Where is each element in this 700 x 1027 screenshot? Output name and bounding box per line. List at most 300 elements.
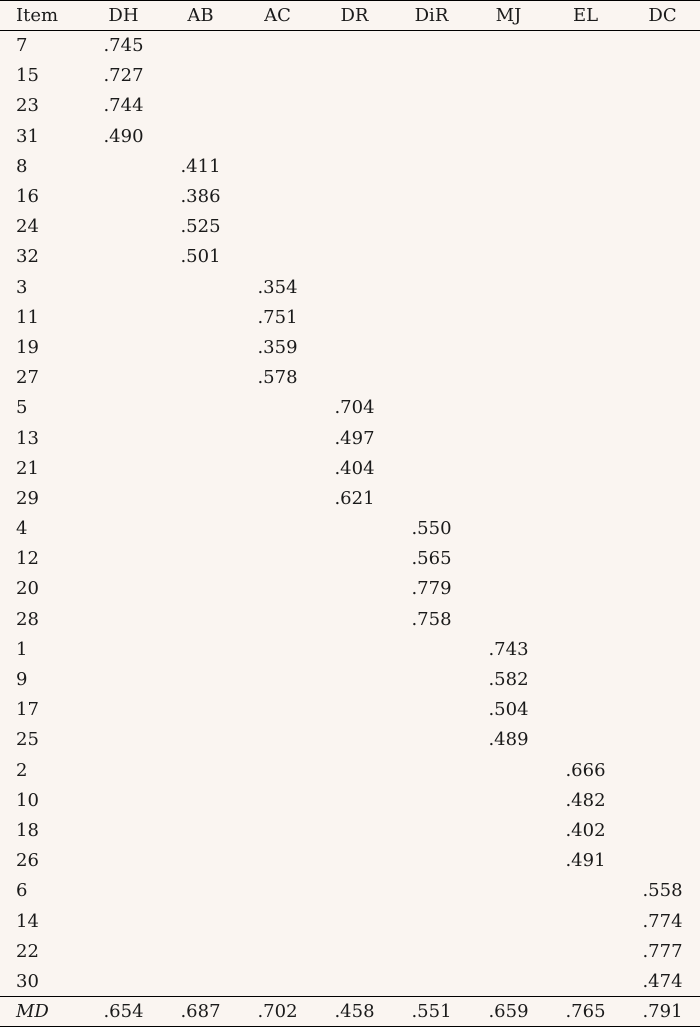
loading-cell: [85, 906, 162, 936]
loading-cell: [393, 453, 470, 483]
loading-cell: .582: [488, 669, 529, 691]
loading-cell: [85, 725, 162, 755]
loading-cell: [239, 634, 316, 664]
loading-cell: .504: [488, 699, 529, 721]
loading-cell: [316, 544, 393, 574]
loading-cell: .474: [642, 970, 683, 992]
loading-cell: [393, 121, 470, 151]
item-number-cell: 14: [16, 910, 39, 932]
item-number-cell: 26: [16, 850, 39, 872]
loading-cell: [316, 181, 393, 211]
loading-cell: [624, 664, 700, 694]
loading-cell: [393, 695, 470, 725]
loading-cell: [393, 91, 470, 121]
loading-cell: [547, 906, 624, 936]
table-row: [0, 604, 700, 634]
loading-cell: [316, 966, 393, 996]
loading-cell: [85, 604, 162, 634]
loading-cell: [162, 725, 239, 755]
column-header-dh: DH: [85, 1, 162, 31]
loading-cell: [316, 695, 393, 725]
loading-cell: [85, 212, 162, 242]
loading-cell: [239, 514, 316, 544]
item-number-cell: 32: [16, 246, 39, 268]
loading-cell: [470, 363, 547, 393]
loading-cell: [239, 604, 316, 634]
loading-cell: [316, 61, 393, 91]
loading-cell: [624, 272, 700, 302]
loading-cell: [162, 61, 239, 91]
loading-cell: .501: [180, 246, 221, 268]
loading-cell: [393, 936, 470, 966]
loading-cell: [624, 755, 700, 785]
loading-cell: [547, 31, 624, 61]
loading-cell: [316, 725, 393, 755]
item-number-cell: 21: [16, 457, 39, 479]
loading-cell: [470, 212, 547, 242]
loading-cell: [239, 423, 316, 453]
loading-cell: [547, 574, 624, 604]
loading-cell: [85, 181, 162, 211]
loading-cell: [393, 725, 470, 755]
loading-cell: [547, 966, 624, 996]
loading-cell: [85, 151, 162, 181]
loading-cell: [624, 363, 700, 393]
loading-cell: .411: [180, 155, 221, 177]
loading-cell: [470, 906, 547, 936]
footer-value-cell: .654: [85, 997, 162, 1027]
table-row: [0, 664, 700, 694]
table-row: [0, 272, 700, 302]
item-number-cell: 1: [16, 638, 28, 660]
footer-value-cell: .687: [162, 997, 239, 1027]
loading-cell: .402: [565, 819, 606, 841]
loading-cell: [624, 212, 700, 242]
table-row: [0, 332, 700, 362]
loading-cell: [393, 483, 470, 513]
footer-value-cell: .791: [624, 997, 700, 1027]
footer-value-cell: .458: [316, 997, 393, 1027]
table-footer-row: [0, 997, 700, 1027]
loading-cell: .386: [180, 186, 221, 208]
loading-cell: [316, 815, 393, 845]
loading-cell: [547, 91, 624, 121]
loading-cell: [547, 514, 624, 544]
table-row: [0, 91, 700, 121]
loading-cell: [316, 212, 393, 242]
loading-cell: [239, 664, 316, 694]
loading-cell: [547, 423, 624, 453]
table-row: [0, 242, 700, 272]
loading-cell: [162, 634, 239, 664]
loading-cell: [624, 181, 700, 211]
loading-cell: [162, 332, 239, 362]
table-row: [0, 574, 700, 604]
loading-cell: [239, 91, 316, 121]
loading-cell: [393, 815, 470, 845]
loading-cell: [316, 121, 393, 151]
table-row: [0, 363, 700, 393]
item-number-cell: 30: [16, 970, 39, 992]
table-row: [0, 876, 700, 906]
loading-cell: .666: [565, 759, 606, 781]
item-number-cell: 6: [16, 880, 28, 902]
loading-cell: [470, 181, 547, 211]
loading-cell: [393, 302, 470, 332]
loading-cell: [547, 544, 624, 574]
loading-cell: .779: [411, 578, 452, 600]
loading-cell: [85, 453, 162, 483]
loading-cell: [547, 453, 624, 483]
loading-cell: [162, 272, 239, 302]
loading-cell: [316, 664, 393, 694]
item-number-cell: 18: [16, 819, 39, 841]
item-number-cell: 28: [16, 608, 39, 630]
loading-cell: [547, 181, 624, 211]
loading-cell: .745: [103, 35, 144, 57]
loading-cell: .744: [103, 95, 144, 117]
loading-cell: [624, 574, 700, 604]
loading-cell: .565: [411, 548, 452, 570]
loading-cell: [393, 785, 470, 815]
loading-cell: [239, 121, 316, 151]
loading-cell: [162, 514, 239, 544]
loading-cell: [162, 785, 239, 815]
loading-cell: [162, 936, 239, 966]
loading-cell: [393, 242, 470, 272]
loading-cell: [85, 785, 162, 815]
loading-cell: [470, 876, 547, 906]
loading-cell: [547, 876, 624, 906]
table-row: [0, 846, 700, 876]
column-header-el: EL: [547, 1, 624, 31]
loading-cell: [162, 695, 239, 725]
loading-cell: [470, 846, 547, 876]
loading-cell: [85, 393, 162, 423]
loading-cell: [547, 302, 624, 332]
loading-cell: [393, 332, 470, 362]
loading-cell: [239, 483, 316, 513]
loading-cell: .704: [334, 397, 375, 419]
loading-cell: [470, 31, 547, 61]
loading-cell: [85, 634, 162, 664]
loading-cell: [393, 363, 470, 393]
column-header-ab: AB: [162, 1, 239, 31]
table-row: [0, 31, 700, 61]
loading-cell: [239, 966, 316, 996]
loading-cell: [316, 755, 393, 785]
loading-cell: [547, 604, 624, 634]
loading-cell: .497: [334, 427, 375, 449]
loading-cell: [624, 31, 700, 61]
loading-cell: [316, 363, 393, 393]
loading-cell: [239, 936, 316, 966]
loading-cell: [393, 634, 470, 664]
table-row: [0, 725, 700, 755]
table-row: [0, 966, 700, 996]
loading-cell: [162, 604, 239, 634]
table-row: [0, 61, 700, 91]
table-row: [0, 634, 700, 664]
column-header-mj: MJ: [470, 1, 547, 31]
loading-cell: [162, 121, 239, 151]
loading-cell: [162, 453, 239, 483]
table-row: [0, 121, 700, 151]
loading-cell: [624, 483, 700, 513]
item-number-cell: 27: [16, 367, 39, 389]
loading-cell: [316, 302, 393, 332]
loading-cell: [239, 453, 316, 483]
loading-cell: [85, 574, 162, 604]
loading-cell: [470, 453, 547, 483]
loading-cell: [162, 664, 239, 694]
loading-cell: [470, 483, 547, 513]
loading-cell: [393, 212, 470, 242]
loading-cell: [470, 815, 547, 845]
table-row: [0, 151, 700, 181]
footer-label-cell: MD: [0, 997, 85, 1027]
footer-value-cell: .765: [547, 997, 624, 1027]
loading-cell: [547, 664, 624, 694]
item-number-cell: 31: [16, 125, 39, 147]
footer-value-cell: .702: [239, 997, 316, 1027]
column-header-ac: AC: [239, 1, 316, 31]
loading-cell: [547, 272, 624, 302]
loading-cell: [162, 423, 239, 453]
loading-cell: [470, 121, 547, 151]
loading-cell: .489: [488, 729, 529, 751]
loading-cell: [547, 936, 624, 966]
loading-cell: [85, 272, 162, 302]
loading-cell: [393, 31, 470, 61]
loading-cell: [85, 242, 162, 272]
loading-cell: [239, 695, 316, 725]
item-number-cell: 19: [16, 336, 39, 358]
table-header-row: [0, 1, 700, 31]
footer-value-cell: .551: [393, 997, 470, 1027]
loading-cell: [393, 393, 470, 423]
loading-cell: [393, 846, 470, 876]
loading-cell: [239, 61, 316, 91]
loading-cell: [624, 604, 700, 634]
loading-cell: [470, 544, 547, 574]
loading-cell: [393, 664, 470, 694]
loading-cell: [624, 91, 700, 121]
loading-cell: [85, 664, 162, 694]
loading-cell: [85, 302, 162, 332]
item-number-cell: 24: [16, 216, 39, 238]
loading-cell: [316, 272, 393, 302]
loading-cell: [239, 31, 316, 61]
loading-cell: [624, 61, 700, 91]
loading-cell: [239, 725, 316, 755]
loading-cell: [162, 574, 239, 604]
loading-cell: .621: [334, 487, 375, 509]
loading-cell: [624, 393, 700, 423]
loading-cell: [624, 815, 700, 845]
loading-cell: [162, 302, 239, 332]
loading-cell: [239, 755, 316, 785]
loading-cell: [470, 91, 547, 121]
loading-cell: [624, 514, 700, 544]
loading-cell: [547, 61, 624, 91]
loading-cell: [239, 906, 316, 936]
table-row: [0, 483, 700, 513]
loading-cell: [393, 272, 470, 302]
loading-cell: .578: [257, 367, 298, 389]
item-number-cell: 17: [16, 699, 39, 721]
item-number-cell: 10: [16, 789, 39, 811]
loading-cell: .354: [257, 276, 298, 298]
loading-cell: [547, 121, 624, 151]
loading-cell: [470, 936, 547, 966]
loading-cell: [239, 242, 316, 272]
table-row: [0, 514, 700, 544]
column-header-dr: DR: [316, 1, 393, 31]
item-number-cell: 23: [16, 95, 39, 117]
loading-cell: .774: [642, 910, 683, 932]
table-row: [0, 755, 700, 785]
table-row: [0, 423, 700, 453]
column-header-dc: DC: [624, 1, 700, 31]
loading-cell: [547, 634, 624, 664]
table-row: [0, 302, 700, 332]
loading-cell: [239, 815, 316, 845]
loading-cell: [239, 181, 316, 211]
loading-cell: [316, 91, 393, 121]
footer-value-cell: .659: [470, 997, 547, 1027]
loading-cell: [239, 212, 316, 242]
loading-cell: .727: [103, 65, 144, 87]
loading-cell: [393, 876, 470, 906]
loading-cell: [85, 876, 162, 906]
loading-cell: [239, 876, 316, 906]
item-number-cell: 13: [16, 427, 39, 449]
item-number-cell: 20: [16, 578, 39, 600]
loading-cell: [624, 544, 700, 574]
table-row: [0, 544, 700, 574]
loading-cell: [316, 514, 393, 544]
loading-cell: .525: [180, 216, 221, 238]
loading-cell: [393, 423, 470, 453]
loading-cell: [162, 544, 239, 574]
loading-cell: [85, 483, 162, 513]
loading-cell: [470, 514, 547, 544]
loading-cell: [624, 695, 700, 725]
item-number-cell: 16: [16, 186, 39, 208]
loading-cell: [316, 332, 393, 362]
item-number-cell: 29: [16, 487, 39, 509]
loading-cell: [624, 423, 700, 453]
loading-cell: [316, 876, 393, 906]
loading-cell: [85, 695, 162, 725]
item-number-cell: 5: [16, 397, 28, 419]
loading-cell: [316, 242, 393, 272]
loading-cell: [393, 181, 470, 211]
loading-cell: [239, 393, 316, 423]
column-header-dir: DiR: [393, 1, 470, 31]
loading-cell: [85, 815, 162, 845]
loading-cell: [470, 61, 547, 91]
loading-cell: [85, 332, 162, 362]
item-number-cell: 11: [16, 306, 39, 328]
item-number-cell: 4: [16, 518, 28, 540]
item-number-cell: 22: [16, 940, 39, 962]
loading-cell: [239, 574, 316, 604]
item-number-cell: 2: [16, 759, 28, 781]
table-row: [0, 393, 700, 423]
loading-cell: .758: [411, 608, 452, 630]
loading-cell: [547, 332, 624, 362]
table-body: [0, 31, 700, 997]
loading-cell: [316, 634, 393, 664]
loading-cell: [470, 574, 547, 604]
loading-cell: [470, 151, 547, 181]
table-row: [0, 212, 700, 242]
item-number-cell: 9: [16, 669, 28, 691]
loading-cell: [85, 846, 162, 876]
loading-cell: [470, 272, 547, 302]
loading-cell: [85, 936, 162, 966]
table-row: [0, 453, 700, 483]
loading-cell: [162, 846, 239, 876]
loading-cell: [470, 423, 547, 453]
item-number-cell: 15: [16, 65, 39, 87]
loading-cell: [470, 302, 547, 332]
loading-cell: .359: [257, 336, 298, 358]
item-number-cell: 3: [16, 276, 28, 298]
loading-cell: .404: [334, 457, 375, 479]
loading-cell: .751: [257, 306, 298, 328]
loading-cell: [470, 755, 547, 785]
loading-cell: [470, 332, 547, 362]
loading-cell: [239, 544, 316, 574]
loading-cell: [162, 815, 239, 845]
loading-cell: [393, 151, 470, 181]
loading-cell: [85, 966, 162, 996]
loading-cell: [239, 846, 316, 876]
loading-cell: .491: [565, 850, 606, 872]
loading-cell: .490: [103, 125, 144, 147]
loading-cell: [393, 755, 470, 785]
loading-cell: [547, 695, 624, 725]
loading-cell: [393, 906, 470, 936]
loading-cell: [393, 61, 470, 91]
loading-cell: [624, 634, 700, 664]
loading-cell: [547, 483, 624, 513]
loading-cell: [470, 242, 547, 272]
loading-cell: [547, 151, 624, 181]
loading-cell: [547, 725, 624, 755]
loading-cell: .482: [565, 789, 606, 811]
item-number-cell: 12: [16, 548, 39, 570]
loading-cell: [85, 544, 162, 574]
loading-cell: [162, 363, 239, 393]
loading-cell: [239, 151, 316, 181]
loading-cell: [624, 121, 700, 151]
loading-cell: [162, 755, 239, 785]
loading-cell: [162, 876, 239, 906]
loading-cell: [624, 302, 700, 332]
loading-cell: [316, 906, 393, 936]
loading-cell: [316, 31, 393, 61]
loading-cell: [239, 785, 316, 815]
loading-cell: .550: [411, 518, 452, 540]
loading-cell: [547, 212, 624, 242]
loading-cell: [85, 514, 162, 544]
table-row: [0, 181, 700, 211]
loading-cell: [316, 151, 393, 181]
